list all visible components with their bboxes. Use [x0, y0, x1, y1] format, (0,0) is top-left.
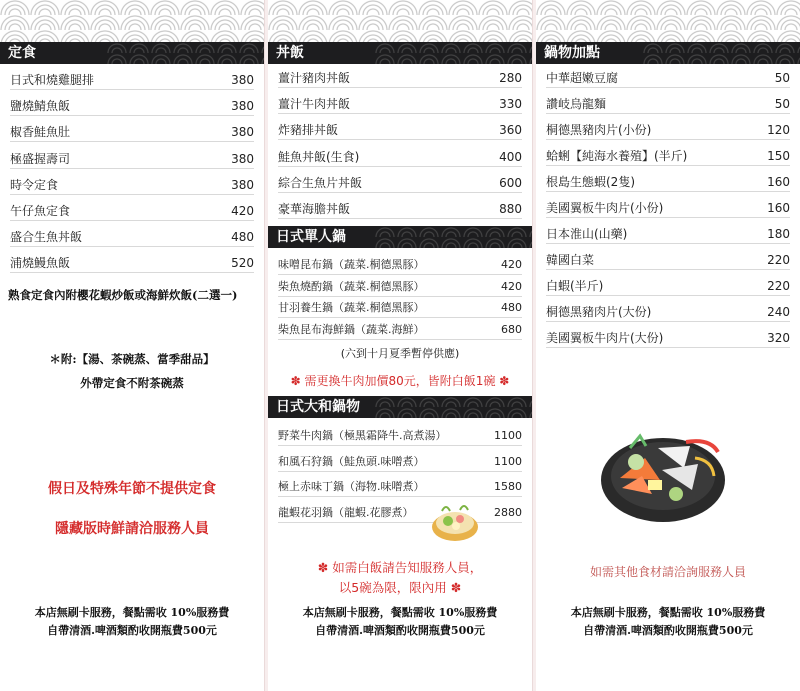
- menu-item: [546, 94, 790, 114]
- menu-item: [278, 173, 522, 193]
- menu-item: [278, 94, 522, 114]
- menu-item-price: 280: [499, 71, 522, 85]
- menu-item-price: 2880: [494, 505, 522, 519]
- menu-item-name: 綜合生魚片丼飯: [278, 175, 363, 190]
- service-fee-note: 本店無刷卡服務，餐點需收 10%服務費: [302, 606, 498, 619]
- menu-item-price: 150: [767, 149, 790, 163]
- menu-item-price: 1580: [494, 480, 522, 493]
- hidden-menu-notice: 隱藏版時鮮請洽服務人員: [55, 521, 209, 537]
- wave-pattern: [642, 42, 800, 64]
- menu-item: [278, 320, 522, 340]
- menu-item-price: 360: [499, 123, 522, 138]
- menu-item-name: 蛤蜊【純海水養殖】(半斤): [546, 149, 688, 163]
- wave-pattern: [374, 42, 532, 64]
- menu-item: [278, 503, 522, 523]
- menu-item-price: 380: [231, 151, 254, 166]
- sashimi-platter-illustration: [600, 418, 726, 526]
- menu-item-name: 桐德黑豬肉片(小份): [546, 123, 652, 137]
- menu-item-price: 220: [767, 279, 790, 293]
- category-title: 鍋物加點: [544, 45, 600, 61]
- takeout-note: 外帶定食不附茶碗蒸: [80, 376, 184, 390]
- menu-item-price: 1100: [494, 429, 522, 442]
- wave-pattern: [374, 226, 532, 248]
- menu-item: [278, 477, 522, 497]
- menu-item: [278, 120, 522, 140]
- corkage-note: 自帶清酒.啤酒類酌收開瓶費500元: [315, 624, 485, 637]
- menu-item-price: 1100: [494, 454, 522, 468]
- menu-item-name: 椒香鮭魚肚: [10, 125, 71, 140]
- menu-item-name: 薑汁豬肉丼飯: [278, 71, 351, 85]
- menu-item-name: 豪華海膽丼飯: [278, 202, 351, 216]
- menu-item-price: 480: [231, 230, 254, 245]
- menu-item: [10, 201, 254, 221]
- menu-item-price: 240: [767, 305, 790, 319]
- menu-item: [278, 199, 522, 219]
- menu-item: [546, 172, 790, 192]
- menu-item-price: 680: [501, 322, 522, 336]
- menu-item-price: 50: [774, 97, 790, 111]
- menu-item-price: 420: [501, 258, 522, 271]
- menu-item-price: 880: [499, 202, 522, 216]
- service-fee-note: 本店無刷卡服務，餐點需收 10%服務費: [34, 606, 230, 619]
- menu-item: [546, 146, 790, 166]
- rice-bowl-hotpot-column: [268, 0, 532, 691]
- menu-item: [10, 175, 254, 195]
- menu-item: [278, 452, 522, 472]
- menu-item: [546, 68, 790, 88]
- menu-item-price: 400: [499, 149, 522, 164]
- menu-item-price: 160: [767, 201, 790, 215]
- beef-upgrade-note: ✽ 需更換牛肉加價80元，皆附白飯1碗 ✽: [290, 374, 510, 388]
- menu-item-name: 柴魚昆布海鮮鍋（蔬菜.海鮮）: [278, 322, 425, 336]
- category-header-hotpot-addons: [536, 42, 800, 64]
- rice-request-note: ✽ 如需白飯請告知服務人員，: [317, 560, 483, 575]
- menu-item-name: 味噌昆布鍋（蔬菜.桐德黑豚）: [278, 258, 425, 271]
- corkage-note: 自帶清酒.啤酒類酌收開瓶費500元: [583, 624, 753, 637]
- menu-item-name: 薑汁牛肉丼飯: [278, 97, 351, 112]
- attached-items-note: ＊附:【湯、茶碗蒸、當季甜品】: [49, 352, 215, 366]
- menu-item-name: 鹽燒鯖魚飯: [10, 99, 71, 114]
- set-meal-note: 熟食定食內附櫻花蝦炒飯或海鮮炊飯(二選一): [8, 288, 238, 302]
- other-ingredients-note: 如需其他食材請洽詢服務人員: [589, 565, 746, 579]
- menu-item-name: 讚岐烏龍麵: [546, 97, 607, 111]
- menu-item-price: 480: [501, 301, 522, 314]
- menu-item-name: 野菜牛肉鍋（極黑霜降牛.高煮湯）: [278, 429, 447, 442]
- menu-item: [278, 277, 522, 297]
- menu-item-price: 120: [767, 123, 790, 137]
- menu-item-name: 極盛握壽司: [10, 151, 71, 166]
- menu-item-name: 中華超嫩豆腐: [546, 71, 619, 85]
- menu-item-name: 極上赤味丁鍋（海物.味噌煮）: [278, 480, 425, 493]
- menu-item: [546, 250, 790, 270]
- menu-item-name: 盛合生魚丼飯: [10, 230, 83, 245]
- menu-item: [10, 122, 254, 142]
- menu-item: [10, 227, 254, 247]
- menu-item-price: 50: [774, 71, 790, 85]
- menu-item: [278, 426, 522, 446]
- summer-pause-note: (六到十月夏季暫停供應): [340, 347, 460, 360]
- menu-item: [546, 302, 790, 322]
- menu-item-price: 320: [767, 331, 790, 345]
- menu-item-name: 日式和燒雞腿排: [10, 73, 95, 87]
- menu-item-price: 520: [231, 256, 254, 271]
- menu-item: [278, 255, 522, 275]
- menu-item-price: 380: [231, 177, 254, 192]
- category-header-yamato-hotpot: [268, 396, 532, 418]
- category-title: 日式大和鍋物: [276, 399, 360, 415]
- wave-pattern: [536, 0, 800, 44]
- menu-item-name: 午仔魚定食: [10, 204, 71, 218]
- menu-item: [10, 70, 254, 90]
- menu-item: [278, 147, 522, 167]
- wave-pattern: [268, 0, 532, 44]
- menu-item: [546, 120, 790, 140]
- menu-item-name: 時令定食: [10, 177, 59, 192]
- menu-item-name: 根島生態蝦(2隻): [546, 175, 635, 189]
- category-title: 日式單人鍋: [276, 229, 346, 245]
- menu-item: [278, 298, 522, 318]
- menu-item-price: 420: [501, 279, 522, 293]
- menu-item-name: 柴魚燒酌鍋（蔬菜.桐德黑豚）: [278, 279, 425, 293]
- menu-item-price: 160: [767, 175, 790, 189]
- wave-pattern: [106, 42, 264, 64]
- menu-item-name: 甘羽養生鍋（蔬菜.桐德黑豚）: [278, 301, 425, 314]
- menu-item-name: 桐德黑豬肉片(大份): [546, 305, 652, 319]
- menu-item: [10, 96, 254, 116]
- menu-item-name: 美國翼板牛肉片(大份): [546, 331, 664, 345]
- menu-item: [10, 253, 254, 273]
- category-header-rice-bowl: [268, 42, 532, 64]
- menu-item-name: 龍蝦花羽鍋（龍蝦.花膠煮）: [278, 505, 414, 519]
- category-title: 定食: [8, 45, 36, 61]
- service-fee-note: 本店無刷卡服務，餐點需收 10%服務費: [570, 606, 766, 619]
- category-header-set-meal: [0, 42, 264, 64]
- menu-item: [10, 149, 254, 169]
- corkage-note: 自帶清酒.啤酒類酌收開瓶費500元: [47, 624, 217, 637]
- menu-item: [546, 328, 790, 348]
- category-title: 丼飯: [276, 45, 304, 61]
- menu-item-name: 鮭魚丼飯(生食): [278, 149, 360, 164]
- menu-item-name: 日本淮山(山藥): [546, 227, 628, 241]
- menu-item-price: 330: [499, 97, 522, 112]
- menu-item-price: 220: [767, 253, 790, 267]
- menu-item: [546, 276, 790, 296]
- wave-pattern: [0, 0, 264, 44]
- menu-item-price: 380: [231, 125, 254, 140]
- menu-item-price: 380: [231, 99, 254, 114]
- menu-item-name: 和風石狩鍋（鮭魚頭.味噌煮）: [278, 454, 425, 468]
- wave-pattern: [374, 396, 532, 418]
- holiday-notice: 假日及特殊年節不提供定食: [48, 481, 216, 497]
- menu-item: [546, 198, 790, 218]
- menu-item-price: 380: [231, 73, 254, 87]
- rice-limit-note: 以5碗為限，限內用 ✽: [338, 580, 462, 595]
- category-header-single-hotpot: [268, 226, 532, 248]
- menu-item-price: 180: [767, 227, 790, 241]
- set-meal-column: [0, 0, 264, 691]
- menu-item-name: 韓國白菜: [546, 253, 595, 267]
- hotpot-addon-column: [536, 0, 800, 691]
- menu-item-name: 炸豬排丼飯: [278, 123, 339, 138]
- menu-item-price: 600: [499, 175, 522, 190]
- menu-item-name: 白蝦(半斤): [546, 279, 604, 293]
- hotpot-illustration: [430, 501, 480, 545]
- menu-item-name: 浦燒鰻魚飯: [10, 256, 71, 271]
- menu-item: [546, 224, 790, 244]
- menu-item: [278, 68, 522, 88]
- menu-item-name: 美國翼板牛肉片(小份): [546, 201, 664, 215]
- menu-item-price: 420: [231, 204, 254, 218]
